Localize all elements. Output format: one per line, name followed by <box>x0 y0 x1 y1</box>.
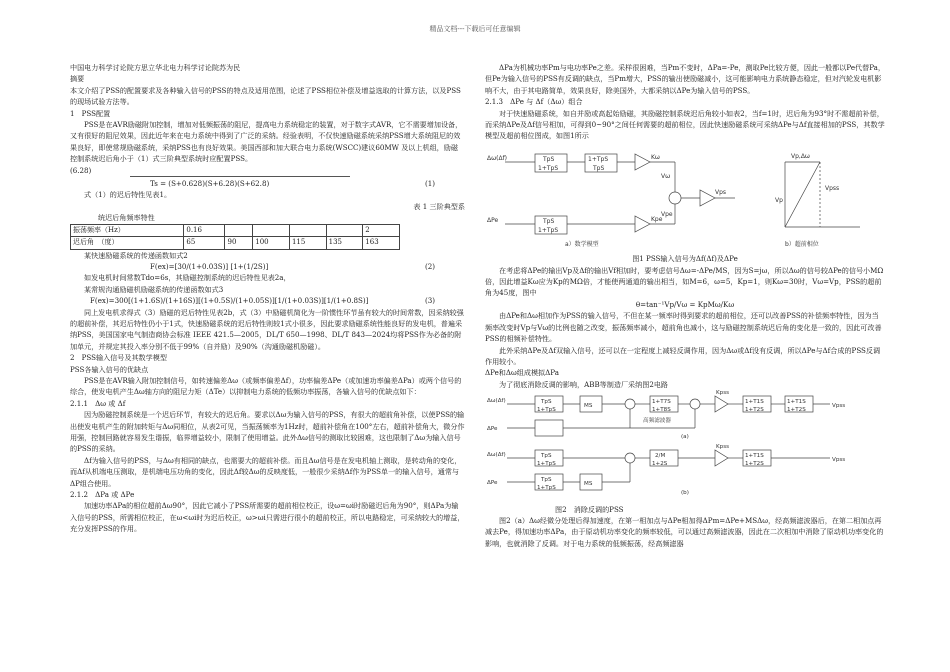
paragraph: 某快速励磁系统的传递函数如式2 <box>84 250 188 260</box>
section-213-heading: 2.1.3 ΔPe 与 Δf（Δω）组合 <box>485 97 583 107</box>
paragraph: 某常规沟通励磁机励磁系统的传递函数如式3 <box>84 284 224 294</box>
fig1-gain-k-omega: Kω <box>651 153 660 161</box>
right-column <box>485 62 885 549</box>
page-header: 精品文档---下载后可任意编辑 <box>429 25 521 33</box>
fig1-block-bot-num: TpS <box>543 217 555 225</box>
fig2b-lead-num: 1+T1S <box>745 453 764 460</box>
section-212-heading: 2.1.2 ΔPa 或 ΔPe <box>70 490 135 500</box>
fig2-lead-num: 1+T1S <box>745 399 764 406</box>
paragraph: 同上发电机求得式（3）励磁的迟后特性见表2b，式（3）中励磁机简化为一阶惯性环节虽有较大的时间常数，因采纳较强的超前补偿，其迟后特性仍小于1式，快速励磁系统的迟后特性则较1式小很多，因此要求励磁系统性能良好的发电机，普遍采纳PSS，美国国家电气制造商协会标准 IEEE 421.5—2005，DL/T 650—1998、DL/T 843—2024均将PSS作为必备的附加单元，并规定其投入率分别不低于99%（自并励）及90%（沟通励磁机励磁）。 <box>70 307 464 351</box>
fig2-ms-block: MS <box>584 403 593 410</box>
paragraph: 在考虑将ΔPe的输出Vp及Δf的输出Vf相加时，要考虑信号Δω=-ΔPe/MS，因为S=jω，所以Δω的信号较ΔPe的信号小MΩ倍，因此增益Kω应为Kp的MΩ倍，才能使两通道的输出相当，如M=6，ω=5，Kp=1，则Kω=30时，Vω=Vp，PSS的超前角为45度，图中 <box>485 265 884 298</box>
fig1-subcaption-a: a）数学模型 <box>565 240 599 248</box>
fig1-block-top2-den: TpS <box>593 164 605 172</box>
fig2-sub-a: (a) <box>681 434 689 441</box>
paragraph: 此外采纳ΔPe及Δf双输入信号，还可以在一定程度上减轻反调作用，因为Δω或Δf没有反调，所以ΔPe与Δf合成的PSS反调作用较小。 <box>485 345 881 366</box>
fig1-input-domega: Δω(Δf) <box>487 154 508 162</box>
paragraph: 式（1）的迟后特性见表1。 <box>84 190 172 200</box>
table-row: 振荡频率（Hz） 0.16 2 <box>71 224 400 236</box>
fig2-vpss-out: Vpss <box>832 403 846 410</box>
paragraph: 加速功率ΔPa的相位超前Δω90°，因此它减小了PSS所需要的超前相位校正，设ω=ωi时励磁迟后角为90°，则ΔPa为输入信号的PSS，所需相位校正，在ω<ωi时为迟后校正，ω>ωi只需进行很小的超前校正，所以电路稳定，可采纳较大的增益，充分发挥PSS的作用。 <box>70 501 465 534</box>
fig2-lp-den: 1+T8S <box>652 407 671 414</box>
fig2-lp-num: 1+T7S <box>652 399 671 406</box>
fig2-sub-b: (b) <box>681 490 689 497</box>
fig2-input-domega: Δω(Δf) <box>487 398 506 405</box>
paragraph: 对于快速励磁系统，如自并励或高起始励磁，其励磁控制系统迟后角较小如表2，当f=1时，迟后角为93°时不需超前补偿，而采纳ΔPe及Δf信号相加，可得到0~90°之间任何需要的超前相位，因此快速励磁系统可采纳ΔPe与Δf直接相加的PSS，其数学模型及超前相位图成，如图1所示 <box>485 108 885 141</box>
fig1-vp-label: Vp,Δω <box>791 152 810 160</box>
figure-1-diagram <box>485 142 885 250</box>
left-column <box>70 62 465 535</box>
fig2b-ms-block: MS <box>584 481 593 488</box>
paragraph: PSS是在AVR励磁附加控制，增加对低频振荡的阻尼，提高电力系统稳定的装置，对于数字式AVR，它不需要增加设备，又有很好的阻尼效果，因此近年来在电力系统中得到了广泛的采纳。经验表明，不仅快速励磁系统采纳PSS增大系统阻尼的效果良好，即使常规励磁系统，采纳PSS也有良好效果。美国西部和加大联合电力系统(WSCC)建议60MW 及以上机组，励磁控制系统迟后角小于（1）式三阶典型系统时应配置PSS。 <box>70 120 463 164</box>
fig2b-block2-num: TpS <box>541 477 552 484</box>
fig2-kpss: Kpss <box>716 390 730 397</box>
figure-2-diagram <box>485 390 885 500</box>
paragraph: 图2（a）Δω经微分处理后得加速度，在第一相加点与ΔPe相加得ΔPm=ΔPe+MSΔω，经高频滤波器后，在第二相加点再减去Pe，得加速功率ΔPa，由于原动机功率变化的频率较低，可以通过高频滤波器，因此在二次相加中消除了原动机功率变化的影响，也就消除了反调。对于电力系统的低频振荡，经高频滤器 <box>485 515 884 548</box>
fig1-gain-k-pe: Kpe <box>651 215 663 223</box>
figure-2-caption: 图2 消除反调的PSS <box>555 504 624 514</box>
authors: 中国电力科学讨论院方思立华北电力科学讨论院苏为民 <box>70 63 241 72</box>
equation-1-tag: (6.28) <box>70 165 92 175</box>
fig2b-int-den: 1+2S <box>652 461 668 468</box>
paragraph: 因为励磁控制系统是一个迟后环节，有较大的迟后角。要求以Δω为输入信号的PSS，有很大的超前角补偿，以使PSS的输出使发电机产生的附加转矩与Δω同相位，从表2可见，当振荡频率为1Hz时，超前补偿角在100°左右，超前补偿角大，微分作用强，控制回路就容易发生谐振，临界增益较小，限制了使用增益。此外Δω信号的测取比较困难，这也限制了Δω为输入信号的PSS的采纳。 <box>70 410 465 454</box>
section-214-heading: ΔPe和Δω组成模拟ΔPa <box>485 368 559 378</box>
abstract-heading: 摘要 <box>70 74 85 84</box>
fig1-block-top-den: 1+TpS <box>538 164 559 172</box>
lag-angle-table <box>70 224 400 250</box>
fig2b-kpss: Kpss <box>716 444 730 451</box>
section-1-heading: 1 PSS配置 <box>70 108 111 118</box>
fig2-filter-label: 高频滤波器 <box>643 418 671 425</box>
section-2a-heading: PSS各输入信号的优缺点 <box>70 364 149 374</box>
section-211-heading: 2.1.1 Δω 或 Δf <box>70 398 126 408</box>
fig1-vp-axis: Vp <box>775 196 783 204</box>
equation-4: θ=tan⁻¹Vp/Vω = KpMω/Kω <box>635 299 735 309</box>
equation-3: F(ex)=300[(1+1.6S)/(1+16S)][(1+0.5S)/(1+0.05S)][1/(1+0.03S)][1/(1+0.8S)] (3) <box>90 296 435 306</box>
equation-1: Ts = (S+0.628)(S+6.28)(S+62.8) (1) <box>150 179 435 189</box>
fig2-input-dpe-b: ΔPe <box>487 480 498 487</box>
paragraph: ΔPa为机械功率Pm与电功率Pe之差。采样很困难，当Pm不变时，ΔPa=-Pe，测取Pe比较方便，因此一般都以Pe代替Pa，但Pe为输入信号的PSS有反调的缺点，当Pm增大，PSS的输出使励磁减小，这可能影响电力系统静态稳定，但对汽轮发电机影响不大，由于其电路简单，效果良好，除美国外，大都采纳以ΔPe为输入信号的PSS。 <box>485 63 885 95</box>
fig2b-lead-den: 1+T2S <box>745 461 764 468</box>
fig1-v-omega: Vω <box>661 172 671 180</box>
paragraph: PSS是在AVR输入附加控制信号，如转速偏差Δω（或频率偏差Δf），功率偏差ΔPe（或加速功率偏差ΔPa）或两个信号的综合，使发电机产生Δω轴方向的阻尼力矩（ΔTe）以抑制电力系统的低频功率振荡，各输入信号的优缺点如下： <box>70 375 462 397</box>
table-caption-2: 统迟后角频率特性 <box>98 213 155 223</box>
fig1-vpss-label: Vpss <box>825 184 840 192</box>
figure-1-caption: 图1 PSS输入信号为Δf(Δf)及ΔPe <box>632 254 738 264</box>
fig2-lead2-den: 1+T2S <box>787 407 806 414</box>
paragraph: 为了彻底消除反调的影响，ABB等制造厂采纳图2电路 <box>499 379 669 389</box>
fig2-lead2-num: 1+T1S <box>787 399 806 406</box>
paragraph: Δf为输入信号的PSS，与Δω有相同的缺点，也需要大的超前补偿。而且Δω信号是在发电机轴上测取，是转动角的变化，而Δf从机端电压测取，是机端电压功角的变化，因此Δf较Δω的反映度低，一般很少采纳Δf作为PSS单一的输入信号，通常与ΔP组合使用。 <box>70 455 462 488</box>
fig2b-block-den: 1+TpS <box>537 461 556 468</box>
table-row: 迟后角 （度） 65 90 100 115 135 163 <box>71 237 400 249</box>
fig2b-int-num: 2/M <box>655 453 666 460</box>
section-2-heading: 2 PSS输入信号及其数学模型 <box>70 353 167 363</box>
fig2-block-num: TpS <box>541 399 552 406</box>
fig2b-block-num: TpS <box>541 453 552 460</box>
figure-1 <box>485 142 885 265</box>
table-caption: 表 1 三阶典型系 <box>413 201 465 211</box>
equation-2: F(ex)=[30/(1+0.03S)] [1+(1/2S)] (2) <box>150 261 435 271</box>
fig2-block-den: 1+TpS <box>537 407 556 414</box>
fig1-block-top2-num: 1+TpS <box>588 155 609 163</box>
fig1-block-bot-den: 1+TpS <box>538 226 559 234</box>
fig2-input-domega-b: Δω(Δf) <box>487 452 506 459</box>
fig2-lead-den: 1+T2S <box>745 407 764 414</box>
paragraph: 由ΔPe和Δω相加作为PSS的输入信号，不但在某一频率时得到要求的超前相位，还可以改善PSS的补偿频率特性，因为当频率改变时Vp与Vω的比例也随之改变，振荡频率减小，超前角也减小，这与励磁控制系统迟后角的变化是一致的，因此可改善PSS的相频补偿特性。 <box>485 311 882 344</box>
abstract-text: 本文介绍了PSS的配置要求及各种输入信号的PSS的特点及适用范围，论述了PSS相位补偿及增益选取的计算方法，以及PSS的现场试验方法等。 <box>70 85 461 107</box>
fig1-kpss-label: Vps <box>715 188 727 196</box>
fig2-input-dpe: ΔPe <box>487 426 498 433</box>
fig1-block-top-num: TpS <box>543 155 555 163</box>
fig1-input-dpe: ΔPe <box>487 216 499 224</box>
fig1-v-pe: Vpe <box>661 210 673 218</box>
fig1-subcaption-b: b）超前相位 <box>785 240 819 248</box>
figure-2 <box>485 390 885 515</box>
fig2b-vpss-out: Vpss <box>832 457 846 464</box>
fig2b-block2-den: 1+TpS <box>537 485 556 492</box>
paragraph: 如发电机时间常数Tdo=6s，其励磁控制系统的迟后特性见表2a， <box>84 273 291 283</box>
